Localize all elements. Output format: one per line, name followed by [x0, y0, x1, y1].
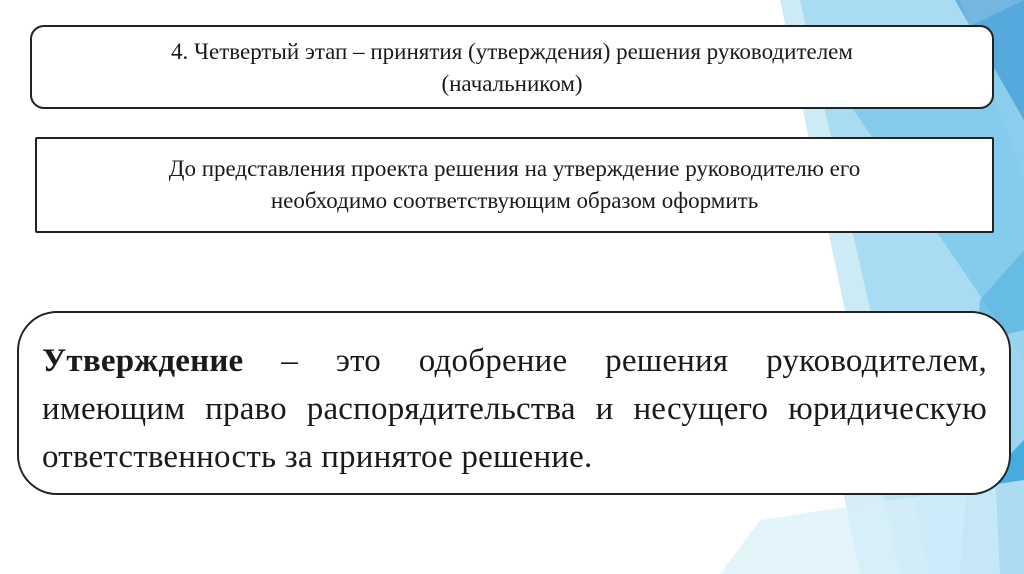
- note-line-1: До представления проекта решения на утверждение руководителю его: [168, 156, 861, 181]
- definition-box: [17, 311, 1011, 495]
- note-box: [35, 137, 994, 233]
- stage-heading-line-2: (начальником): [441, 71, 583, 96]
- note-line-2: необходимо соответствующим образом оформить: [270, 188, 759, 213]
- stage-heading-line-1: 4. Четвертый этап – принятия (утверждения) решения руководителем: [171, 39, 853, 64]
- definition-term: Утверждение: [42, 343, 244, 379]
- stage-heading-box: [30, 25, 994, 109]
- definition-text: – это одобрение решения руководителем, имеющим право распорядительства и несущего юридическую ответственность за принятое решение.: [42, 343, 987, 475]
